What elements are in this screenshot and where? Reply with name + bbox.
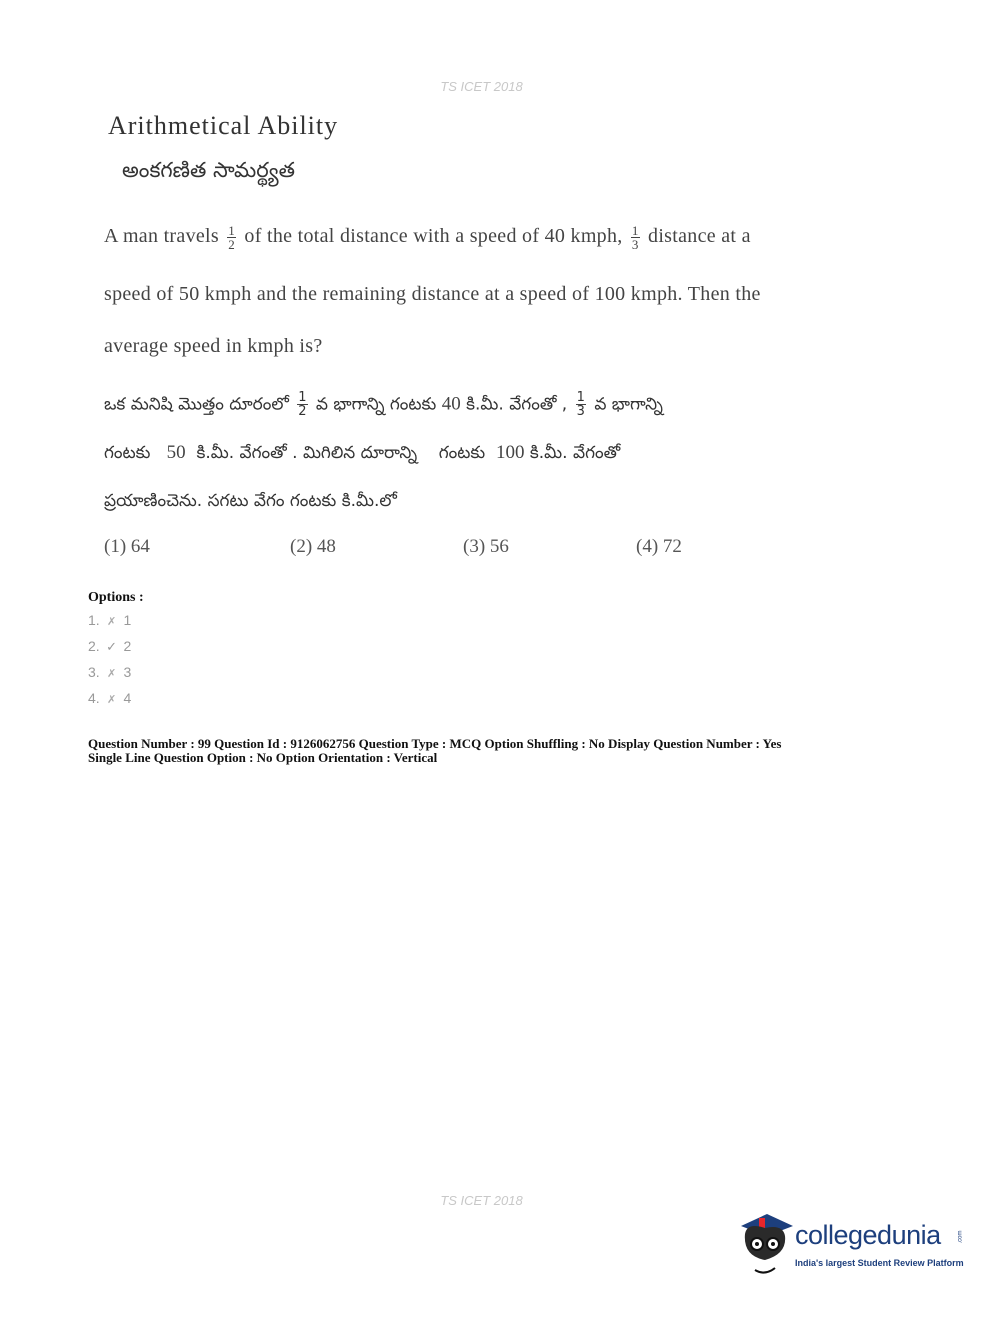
cross-icon: ✗ [106, 694, 117, 706]
options-heading: Options : [88, 590, 144, 605]
option-row-3: 3. ✗ 3 [88, 664, 132, 680]
option-row-4: 4. ✗ 4 [88, 690, 132, 706]
question-te-line-1: ఒక మనిషి మొత్తం దూరంలో $\frac{1}{2}$ వ భాగాన్ని గంటకు 40 కి.మీ. వేగంతో , $\frac{1}{3}$ వ భాగాన్ని [104, 390, 663, 419]
choice-3: (3) 56 [463, 536, 509, 557]
logo-wordmark: collegedunia [795, 1220, 941, 1250]
fraction-one-third: $\frac{1}{3}$ [631, 223, 639, 252]
choice-2: (2) 48 [290, 536, 336, 557]
fraction-one-half: $\frac{1}{2}$ [228, 223, 236, 252]
choice-4: (4) 72 [636, 536, 682, 557]
mascot-icon [735, 1210, 795, 1280]
header-watermark: TS ICET 2018 [440, 79, 523, 94]
question-te-line-2: గంటకు 50 కి.మీ. వేగంతో . మిగిలిన దూరాన్ని గంటకు 100 కి.మీ. వేగంతో [104, 442, 621, 463]
question-en-line-3: average speed in kmph is? [104, 335, 323, 357]
question-metadata-line-1: Question Number : 99 Question Id : 9126062756 Question Type : MCQ Option Shuffling : No Display Question Number : Yes [88, 736, 782, 751]
question-metadata-line-2: Single Line Question Option : No Option Orientation : Vertical [88, 750, 438, 765]
footer-watermark: TS ICET 2018 [440, 1193, 523, 1208]
fraction-one-third-te: $\frac{1}{3}$ [576, 390, 585, 419]
logo-dotcom: .com [957, 1230, 964, 1244]
question-en-line-2: speed of 50 kmph and the remaining distance at a speed of 100 kmph. Then the [104, 283, 761, 305]
logo-tagline: India's largest Student Review Platform [795, 1258, 964, 1268]
choice-1: (1) 64 [104, 536, 150, 557]
cross-icon: ✗ [106, 616, 117, 628]
fraction-one-half-te: $\frac{1}{2}$ [298, 390, 307, 419]
question-te-line-3: ప్రయాణించెను. సగటు వేగం గంటకు కి.మీ.లో [104, 491, 397, 511]
option-row-2: 2. ✓ 2 [88, 638, 132, 654]
check-icon: ✓ [106, 639, 118, 654]
cross-icon: ✗ [106, 668, 117, 680]
question-metadata [88, 737, 781, 765]
section-title: Arithmetical Ability [108, 111, 339, 140]
section-title-telugu: అంకగణిత సామర్థ్యత [122, 158, 295, 182]
question-en-line-1: A man travels $\frac{1}{2}$ of the total distance with a speed of 40 kmph, $\frac{1}{3}$ distance at a [104, 223, 751, 252]
option-row-1: 1. ✗ 1 [88, 612, 132, 628]
collegedunia-logo [735, 1210, 965, 1280]
